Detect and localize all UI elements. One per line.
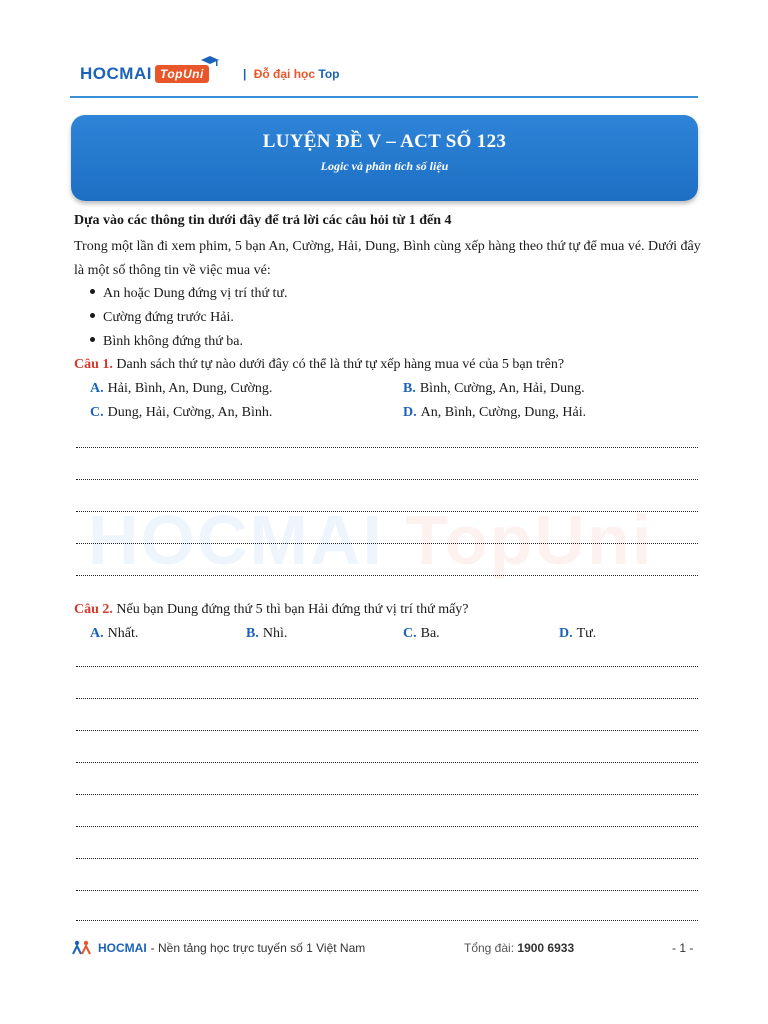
option-letter: C. [403,626,417,641]
answer-line [76,698,698,699]
option-text: Nhì. [262,626,288,641]
bullet-dot-icon [90,289,95,294]
q1-option-a[interactable] [90,381,272,397]
option-text: Ba. [420,626,440,641]
question-1 [74,357,564,373]
question-2 [74,602,469,618]
hocmai-people-icon [72,940,92,956]
answer-line [76,511,698,512]
footer-slogan: - Nền tảng học trực tuyến số 1 Việt Nam [150,941,366,955]
answer-line [76,858,698,859]
option-letter: B. [403,381,416,396]
hotline-number: 1900 6933 [517,941,575,955]
tagline-divider: | [243,67,247,81]
answer-line [76,826,698,827]
option-text: Bình, Cường, An, Hải, Dung. [419,381,585,396]
bullet-item [90,310,234,326]
answer-line [76,794,698,795]
answer-line [76,479,698,480]
logo-badge [155,65,209,83]
header-tagline [243,67,340,81]
option-text: Nhất. [107,626,139,641]
banner-title: LUYỆN ĐỀ V – ACT SỐ 123 [262,131,507,152]
answer-line [76,890,698,891]
q2-option-b[interactable] [246,626,287,642]
q1-option-d[interactable] [403,405,586,421]
option-letter: C. [90,405,104,420]
option-text: Tư. [576,626,597,641]
answer-line [76,762,698,763]
tagline-accent: Top [318,67,340,81]
question-1-text: Danh sách thứ tự nào dưới đây có thể là thứ tự xếp hàng mua vé của 5 bạn trên? [116,357,565,372]
option-letter: A. [90,626,104,641]
intro-heading: Dựa vào các thông tin dưới đây để trả lời các câu hỏi từ 1 đến 4 [74,213,452,228]
banner-subtitle: Logic và phân tích số liệu [320,159,449,173]
answer-line [76,543,698,544]
q2-option-c[interactable] [403,626,440,642]
tagline-prefix: Đỗ đại học [253,67,316,81]
option-text: Dung, Hải, Cường, An, Bình. [107,405,273,420]
bullet-dot-icon [90,337,95,342]
watermark-right: TopUni [405,501,654,579]
logo-main: HOCMAI [80,64,152,83]
watermark-left: HOCMAI [88,501,384,579]
intro-paragraph: Trong một lần đi xem phim, 5 bạn An, Cường, Hải, Dung, Bình cùng xếp hàng theo thứ tự để mua vé. Dưới đây là một số thông tin về việc mua vé: [74,239,701,278]
question-2-text: Nếu bạn Dung đứng thứ 5 thì bạn Hải đứng thứ vị trí thứ mấy? [116,602,469,617]
bullet-text: Bình không đứng thứ ba. [103,334,244,349]
bullet-text: Cường đứng trước Hải. [103,310,234,325]
hocmai-topuni-logo [80,64,209,84]
bullet-item [90,286,288,302]
option-letter: B. [246,626,259,641]
watermark [88,500,653,580]
logo-badge-text: TopUni [159,67,204,81]
answer-line [76,575,698,576]
bullet-item [90,334,243,350]
option-letter: A. [90,381,104,396]
footer-hotline [464,941,574,955]
option-letter: D. [403,405,417,420]
question-1-label: Câu 1. [74,357,113,372]
question-2-label: Câu 2. [74,602,113,617]
q2-option-a[interactable] [90,626,138,642]
answer-line [76,447,698,448]
answer-line [76,920,698,921]
q1-option-b[interactable] [403,381,585,397]
graduation-cap-icon [201,56,219,68]
option-text: An, Bình, Cường, Dung, Hải. [420,405,587,420]
answer-line [76,666,698,667]
option-letter: D. [559,626,573,641]
page-number: - 1 - [672,941,694,955]
footer-left [72,940,365,956]
bullet-text: An hoặc Dung đứng vị trí thứ tư. [103,286,288,301]
option-text: Hải, Bình, An, Dung, Cường. [107,381,273,396]
bullet-dot-icon [90,313,95,318]
title-banner [71,115,698,201]
hotline-label: Tổng đài: [464,941,515,955]
q2-option-d[interactable] [559,626,596,642]
header-divider [70,96,698,98]
q1-option-c[interactable] [90,405,272,421]
footer-brand: HOCMAI [98,941,147,955]
answer-line [76,730,698,731]
